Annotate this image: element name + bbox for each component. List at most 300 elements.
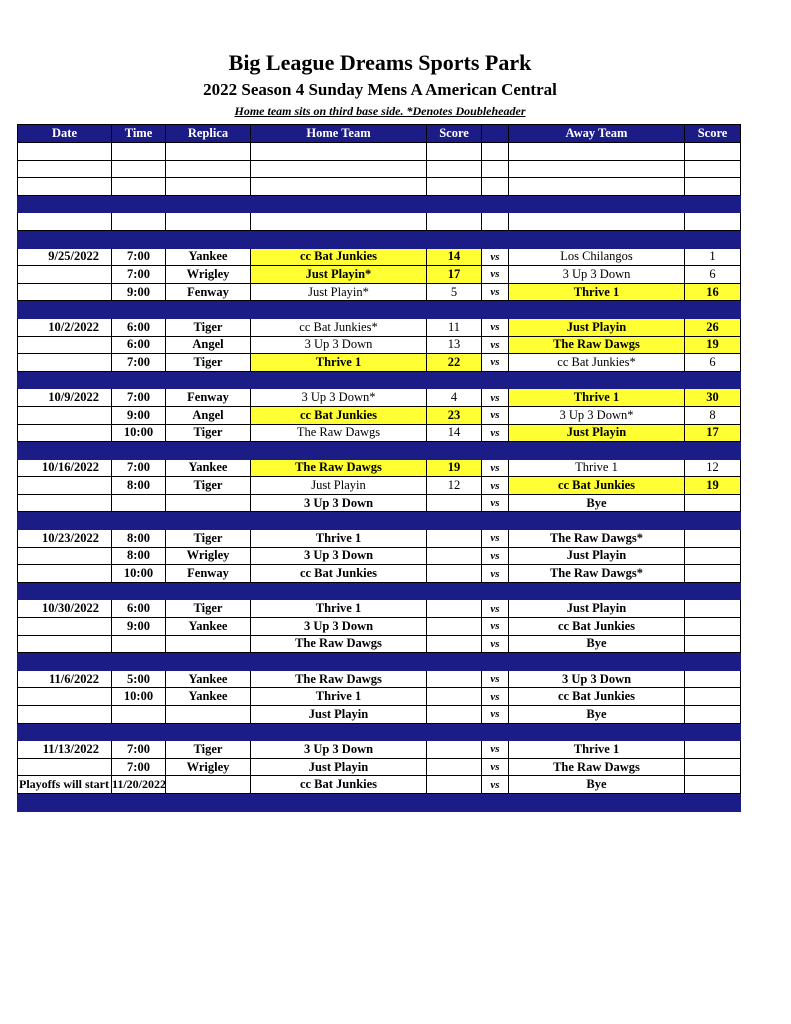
cell-replica [166, 706, 251, 724]
separator-cell [685, 371, 741, 389]
empty-cell [482, 213, 509, 231]
cell-away-team: The Raw Dawgs* [509, 565, 685, 583]
cell-home-team: 3 Up 3 Down [251, 547, 427, 565]
cell-away-score [685, 706, 741, 724]
game-row [18, 635, 741, 653]
cell-away-team: The Raw Dawgs [509, 336, 685, 354]
cell-home-score [427, 635, 482, 653]
game-row [18, 688, 741, 706]
separator-cell [251, 582, 427, 600]
cell-date [18, 283, 112, 301]
cell-away-score: 12 [685, 459, 741, 477]
game-row [18, 389, 741, 407]
cell-away-score: 30 [685, 389, 741, 407]
separator-cell [427, 653, 482, 671]
cell-home-team: 3 Up 3 Down [251, 741, 427, 759]
separator-cell [509, 195, 685, 213]
cell-home-score [427, 670, 482, 688]
cell-date: 10/9/2022 [18, 389, 112, 407]
game-row [18, 494, 741, 512]
separator-cell [166, 582, 251, 600]
cell-vs: vs [482, 547, 509, 565]
cell-time: 7:00 [112, 459, 166, 477]
separator-cell [509, 230, 685, 248]
separator-cell [251, 371, 427, 389]
cell-away-score: 17 [685, 424, 741, 442]
empty-cell [251, 213, 427, 231]
cell-home-score: 19 [427, 459, 482, 477]
cell-away-score [685, 530, 741, 548]
separator-cell [251, 301, 427, 319]
separator-cell [509, 582, 685, 600]
cell-away-team: Bye [509, 635, 685, 653]
cell-away-team: Thrive 1 [509, 389, 685, 407]
cell-away-team: Just Playin [509, 424, 685, 442]
cell-away-score [685, 635, 741, 653]
cell-home-score: 12 [427, 477, 482, 495]
separator-cell [112, 442, 166, 460]
week-separator-row [18, 512, 741, 530]
empty-cell [685, 213, 741, 231]
separator-cell [509, 793, 685, 811]
cell-home-team: The Raw Dawgs [251, 670, 427, 688]
cell-home-score: 11 [427, 318, 482, 336]
cell-away-score: 26 [685, 318, 741, 336]
separator-cell [18, 371, 112, 389]
cell-home-team: The Raw Dawgs [251, 459, 427, 477]
separator-cell [166, 301, 251, 319]
cell-away-team: Los Chilangos [509, 248, 685, 266]
separator-cell [685, 793, 741, 811]
cell-home-score [427, 565, 482, 583]
cell-replica: Wrigley [166, 547, 251, 565]
cell-vs: vs [482, 688, 509, 706]
cell-home-team: 3 Up 3 Down [251, 336, 427, 354]
page-subtitle: 2022 Season 4 Sunday Mens A American Central [203, 80, 557, 99]
empty-cell [427, 178, 482, 196]
cell-vs: vs [482, 635, 509, 653]
cell-time [112, 706, 166, 724]
cell-away-team: cc Bat Junkies* [509, 354, 685, 372]
empty-cell [112, 213, 166, 231]
cell-date: 9/25/2022 [18, 248, 112, 266]
cell-date [18, 565, 112, 583]
cell-away-score [685, 547, 741, 565]
cell-time: 8:00 [112, 477, 166, 495]
cell-home-score: 4 [427, 389, 482, 407]
cell-replica: Angel [166, 406, 251, 424]
separator-cell [18, 512, 112, 530]
game-row [18, 565, 741, 583]
cell-home-team: Thrive 1 [251, 688, 427, 706]
empty-cell [166, 213, 251, 231]
separator-cell [112, 230, 166, 248]
separator-cell [18, 195, 112, 213]
week-separator-row [18, 371, 741, 389]
separator-cell [427, 230, 482, 248]
game-row [18, 354, 741, 372]
separator-cell [427, 582, 482, 600]
separator-cell [685, 195, 741, 213]
col-header-replica: Replica [166, 125, 251, 143]
separator-cell [482, 582, 509, 600]
cell-date [18, 547, 112, 565]
cell-home-team: Just Playin [251, 706, 427, 724]
empty-cell [18, 213, 112, 231]
empty-cell [18, 143, 112, 161]
game-row [18, 283, 741, 301]
cell-replica: Fenway [166, 389, 251, 407]
separator-cell [112, 653, 166, 671]
blank-row [18, 178, 741, 196]
game-row [18, 741, 741, 759]
empty-cell [112, 160, 166, 178]
separator-cell [112, 793, 166, 811]
cell-replica: Tiger [166, 530, 251, 548]
cell-vs: vs [482, 406, 509, 424]
empty-cell [685, 160, 741, 178]
cell-home-team: Just Playin* [251, 266, 427, 284]
separator-cell [685, 653, 741, 671]
cell-date [18, 336, 112, 354]
separator-cell [18, 582, 112, 600]
cell-vs: vs [482, 477, 509, 495]
cell-time [112, 494, 166, 512]
game-row [18, 336, 741, 354]
cell-date: 11/6/2022 [18, 670, 112, 688]
cell-date: 10/23/2022 [18, 530, 112, 548]
cell-time: 6:00 [112, 336, 166, 354]
separator-cell [427, 793, 482, 811]
cell-away-team: The Raw Dawgs* [509, 530, 685, 548]
header-row [18, 125, 741, 143]
cell-time: 7:00 [112, 266, 166, 284]
cell-replica: Tiger [166, 600, 251, 618]
page-title: Big League Dreams Sports Park [228, 50, 532, 75]
cell-away-score [685, 758, 741, 776]
week-separator-row [18, 582, 741, 600]
separator-cell [509, 371, 685, 389]
separator-cell [18, 723, 112, 741]
cell-away-score: 16 [685, 283, 741, 301]
cell-away-score [685, 600, 741, 618]
cell-time: 9:00 [112, 618, 166, 636]
schedule-note: Home team sits on third base side. *Denotes Doubleheader [234, 104, 526, 118]
cell-home-score [427, 530, 482, 548]
empty-cell [18, 160, 112, 178]
week-separator-row [18, 195, 741, 213]
cell-away-score: 19 [685, 336, 741, 354]
game-row [18, 618, 741, 636]
game-row [18, 266, 741, 284]
cell-time: 10:00 [112, 565, 166, 583]
separator-cell [482, 512, 509, 530]
schedule-body [18, 143, 741, 812]
cell-time: 7:00 [112, 758, 166, 776]
col-header-home-team: Home Team [251, 125, 427, 143]
col-header-away-score: Score [685, 125, 741, 143]
separator-cell [685, 582, 741, 600]
cell-replica: Tiger [166, 477, 251, 495]
cell-home-team: The Raw Dawgs [251, 424, 427, 442]
separator-cell [112, 195, 166, 213]
cell-vs: vs [482, 565, 509, 583]
cell-time: 7:00 [112, 248, 166, 266]
game-row [18, 547, 741, 565]
empty-cell [685, 178, 741, 196]
cell-home-team: Thrive 1 [251, 530, 427, 548]
cell-home-team: The Raw Dawgs [251, 635, 427, 653]
cell-home-score: 17 [427, 266, 482, 284]
playoffs-note: Playoffs will start 11/20/2022 [19, 777, 166, 791]
empty-cell [112, 178, 166, 196]
empty-cell [18, 178, 112, 196]
separator-cell [166, 793, 251, 811]
cell-away-team: Thrive 1 [509, 741, 685, 759]
game-row [18, 477, 741, 495]
cell-vs: vs [482, 283, 509, 301]
cell-home-team: 3 Up 3 Down [251, 618, 427, 636]
week-separator-row [18, 653, 741, 671]
week-separator-row [18, 230, 741, 248]
cell-replica: Yankee [166, 670, 251, 688]
separator-cell [509, 301, 685, 319]
cell-replica: Tiger [166, 424, 251, 442]
separator-cell [685, 301, 741, 319]
game-row [18, 706, 741, 724]
cell-away-team: Thrive 1 [509, 459, 685, 477]
separator-cell [18, 793, 112, 811]
cell-home-team: 3 Up 3 Down* [251, 389, 427, 407]
empty-cell [509, 160, 685, 178]
cell-home-team: Thrive 1 [251, 354, 427, 372]
cell-home-team: cc Bat Junkies* [251, 318, 427, 336]
cell-time: 9:00 [112, 406, 166, 424]
cell-vs: vs [482, 494, 509, 512]
cell-time: 6:00 [112, 600, 166, 618]
cell-replica: Tiger [166, 354, 251, 372]
separator-cell [509, 723, 685, 741]
separator-cell [427, 723, 482, 741]
cell-replica: Wrigley [166, 266, 251, 284]
cell-time: 7:00 [112, 354, 166, 372]
cell-home-score [427, 758, 482, 776]
cell-vs: vs [482, 670, 509, 688]
separator-cell [166, 195, 251, 213]
col-header-home-score: Score [427, 125, 482, 143]
cell-away-score [685, 618, 741, 636]
cell-replica [166, 494, 251, 512]
separator-cell [18, 230, 112, 248]
game-row [18, 318, 741, 336]
cell-date [18, 494, 112, 512]
cell-home-score [427, 688, 482, 706]
cell-away-score: 8 [685, 406, 741, 424]
cell-home-score: 22 [427, 354, 482, 372]
cell-home-score [427, 494, 482, 512]
separator-cell [18, 442, 112, 460]
cell-home-team: cc Bat Junkies [251, 406, 427, 424]
cell-home-score: 14 [427, 248, 482, 266]
cell-replica: Fenway [166, 283, 251, 301]
cell-away-score: 6 [685, 266, 741, 284]
cell-replica: Angel [166, 336, 251, 354]
separator-cell [685, 512, 741, 530]
cell-vs: vs [482, 459, 509, 477]
separator-cell [685, 442, 741, 460]
cell-away-team: Bye [509, 776, 685, 794]
cell-away-score [685, 688, 741, 706]
cell-vs: vs [482, 758, 509, 776]
cell-vs: vs [482, 354, 509, 372]
cell-date [18, 618, 112, 636]
cell-date [18, 758, 112, 776]
cell-vs: vs [482, 389, 509, 407]
empty-cell [251, 143, 427, 161]
col-header-vs [482, 125, 509, 143]
separator-cell [482, 230, 509, 248]
separator-cell [166, 230, 251, 248]
week-separator-row [18, 442, 741, 460]
separator-cell [685, 723, 741, 741]
blank-row [18, 213, 741, 231]
separator-cell [427, 195, 482, 213]
separator-cell [482, 793, 509, 811]
cell-date [18, 266, 112, 284]
cell-date [18, 424, 112, 442]
separator-cell [427, 442, 482, 460]
cell-replica: Tiger [166, 318, 251, 336]
cell-away-team: Just Playin [509, 600, 685, 618]
empty-cell [112, 143, 166, 161]
cell-replica: Yankee [166, 459, 251, 477]
cell-time: 8:00 [112, 547, 166, 565]
game-row [18, 459, 741, 477]
empty-cell [251, 178, 427, 196]
separator-cell [509, 442, 685, 460]
cell-home-score: 14 [427, 424, 482, 442]
cell-away-team: cc Bat Junkies [509, 688, 685, 706]
cell-vs: vs [482, 600, 509, 618]
col-header-time: Time [112, 125, 166, 143]
cell-vs: vs [482, 618, 509, 636]
separator-cell [482, 371, 509, 389]
separator-cell [251, 442, 427, 460]
separator-cell [166, 512, 251, 530]
cell-home-score [427, 776, 482, 794]
game-row [18, 670, 741, 688]
separator-cell [166, 723, 251, 741]
empty-cell [427, 143, 482, 161]
cell-away-team: Bye [509, 706, 685, 724]
cell-home-team: Thrive 1 [251, 600, 427, 618]
separator-cell [685, 230, 741, 248]
separator-cell [112, 582, 166, 600]
empty-cell [685, 143, 741, 161]
cell-home-team: cc Bat Junkies [251, 776, 427, 794]
separator-cell [166, 653, 251, 671]
cell-date [18, 354, 112, 372]
cell-home-score: 5 [427, 283, 482, 301]
cell-home-score [427, 618, 482, 636]
separator-cell [251, 723, 427, 741]
cell-replica: Fenway [166, 565, 251, 583]
separator-cell [482, 195, 509, 213]
week-separator-row [18, 793, 741, 811]
cell-away-team: Thrive 1 [509, 283, 685, 301]
cell-replica: Yankee [166, 688, 251, 706]
empty-cell [482, 160, 509, 178]
empty-cell [482, 143, 509, 161]
blank-row [18, 143, 741, 161]
game-row [18, 600, 741, 618]
week-separator-row [18, 723, 741, 741]
cell-away-team: 3 Up 3 Down* [509, 406, 685, 424]
separator-cell [251, 230, 427, 248]
separator-cell [166, 442, 251, 460]
cell-away-team: cc Bat Junkies [509, 477, 685, 495]
cell-vs: vs [482, 266, 509, 284]
cell-home-score [427, 741, 482, 759]
game-row [18, 530, 741, 548]
cell-time: 7:00 [112, 741, 166, 759]
cell-home-team: cc Bat Junkies [251, 565, 427, 583]
week-separator-row [18, 301, 741, 319]
empty-cell [427, 213, 482, 231]
cell-away-score [685, 494, 741, 512]
separator-cell [112, 723, 166, 741]
col-header-date: Date [18, 125, 112, 143]
separator-cell [18, 301, 112, 319]
game-row [18, 406, 741, 424]
cell-vs: vs [482, 336, 509, 354]
cell-away-team: 3 Up 3 Down [509, 266, 685, 284]
cell-vs: vs [482, 318, 509, 336]
cell-time: 6:00 [112, 318, 166, 336]
schedule-table [17, 124, 741, 812]
cell-away-team: The Raw Dawgs [509, 758, 685, 776]
game-row [18, 424, 741, 442]
cell-vs: vs [482, 248, 509, 266]
cell-away-score: 19 [685, 477, 741, 495]
cell-away-score [685, 776, 741, 794]
cell-home-score [427, 706, 482, 724]
cell-date [18, 688, 112, 706]
cell-vs: vs [482, 776, 509, 794]
separator-cell [427, 301, 482, 319]
cell-home-score: 23 [427, 406, 482, 424]
empty-cell [166, 178, 251, 196]
cell-time [112, 635, 166, 653]
cell-replica: Yankee [166, 248, 251, 266]
cell-away-team: Bye [509, 494, 685, 512]
cell-away-score: 1 [685, 248, 741, 266]
separator-cell [112, 301, 166, 319]
cell-away-score [685, 565, 741, 583]
separator-cell [251, 512, 427, 530]
empty-cell [166, 160, 251, 178]
empty-cell [509, 213, 685, 231]
cell-home-team: Just Playin [251, 758, 427, 776]
empty-cell [166, 143, 251, 161]
cell-vs: vs [482, 741, 509, 759]
cell-time: 8:00 [112, 530, 166, 548]
separator-cell [18, 653, 112, 671]
separator-cell [427, 371, 482, 389]
cell-time: 10:00 [112, 688, 166, 706]
cell-replica: Wrigley [166, 758, 251, 776]
cell-home-score: 13 [427, 336, 482, 354]
